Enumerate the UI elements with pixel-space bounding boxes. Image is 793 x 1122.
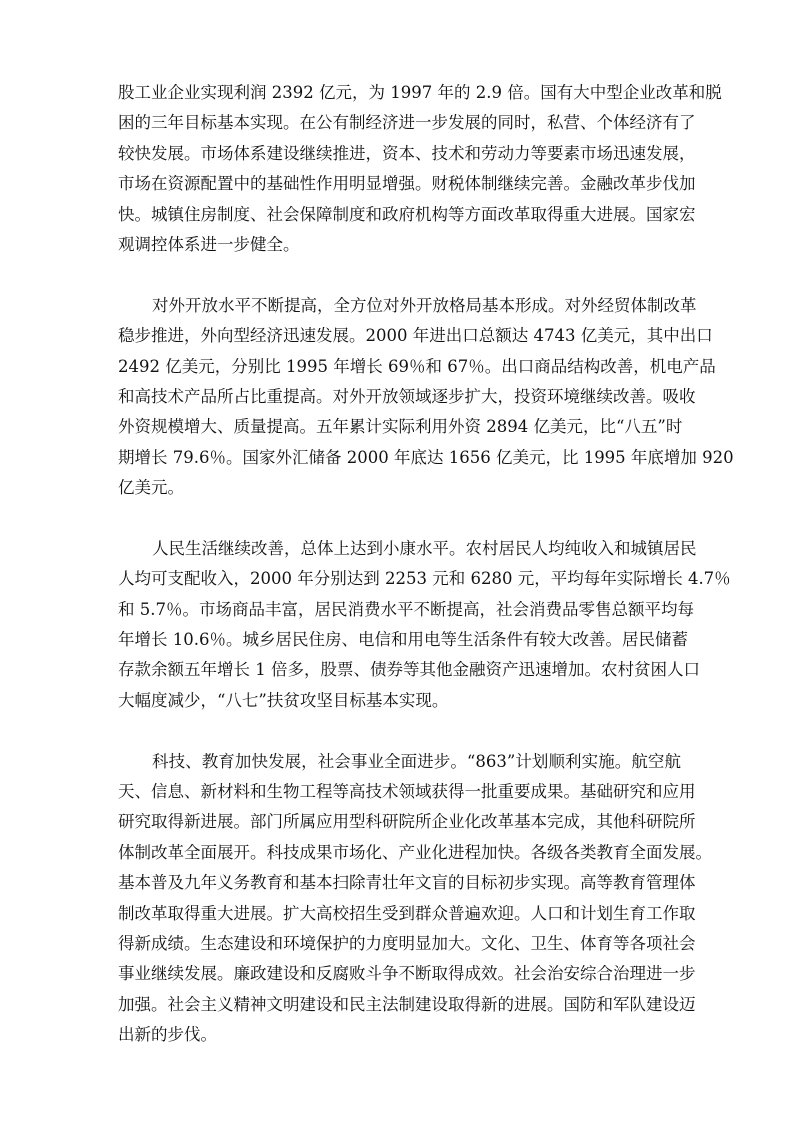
text-line: 和高技术产品所占比重提高。对外开放领域逐步扩大，投资环境继续改善。吸收 <box>118 386 696 406</box>
paragraph <box>118 291 734 504</box>
text-line: 2492 亿美元，分别比 1995 年增长 69％和 67％。出口商品结构改善，机电产品 <box>118 356 716 376</box>
text-line: 加强。社会主义精神文明建设和民主法制建设取得新的进展。国防和军队建设迈 <box>118 994 696 1014</box>
text-line: 科技、教育加快发展，社会事业全面进步。“863”计划顺利实施。航空航 <box>152 751 681 771</box>
text-line: 稳步推进，外向型经济迅速发展。2000 年进出口总额达 4743 亿美元，其中出口 <box>118 326 713 346</box>
text-line: 人均可支配收入，2000 年分别达到 2253 元和 6280 元，平均每年实际增长 4.7％ <box>118 569 731 589</box>
text-line: 亿美元。 <box>118 478 184 498</box>
text-line: 和 5.7％。市场商品丰富，居民消费水平不断提高，社会消费品零售总额平均每 <box>118 599 694 619</box>
paragraph <box>118 747 712 1051</box>
text-line: 存款余额五年增长 1 倍多，股票、债券等其他金融资产迅速增加。农村贫困人口 <box>118 660 700 680</box>
paragraph <box>118 78 722 260</box>
text-line: 制改革取得重大进展。扩大高校招生受到群众普遍欢迎。人口和计划生育工作取 <box>118 903 696 923</box>
text-line: 市场在资源配置中的基础性作用明显增强。财税体制继续完善。金融改革步伐加 <box>118 174 696 194</box>
text-line: 年增长 10.6％。城乡居民住房、电信和用电等生活条件有较大改善。居民储蓄 <box>118 630 688 650</box>
text-line: 期增长 79.6％。国家外汇储备 2000 年底达 1656 亿美元，比 1995 年底增加 920 <box>118 447 734 467</box>
text-line: 体制改革全面展开。科技成果市场化、产业化进程加快。各级各类教育全面发展。 <box>118 842 712 862</box>
text-line: 出新的步伐。 <box>118 1025 217 1045</box>
text-line: 天、信息、新材料和生物工程等高技术领域获得一批重要成果。基础研究和应用 <box>118 781 696 801</box>
text-line: 研究取得新进展。部门所属应用型科研院所企业化改革基本完成，其他科研院所 <box>118 812 696 832</box>
text-line: 困的三年目标基本实现。在公有制经济进一步发展的同时，私营、个体经济有了 <box>118 113 696 133</box>
text-line: 对外开放水平不断提高，全方位对外开放格局基本形成。对外经贸体制改革 <box>152 295 697 315</box>
text-line: 事业继续发展。廉政建设和反腐败斗争不断取得成效。社会治安综合治理进一步 <box>118 964 696 984</box>
text-line: 得新成绩。生态建设和环境保护的力度明显加大。文化、卫生、体育等各项社会 <box>118 933 696 953</box>
text-line: 大幅度减少，“八七”扶贫攻坚目标基本实现。 <box>118 690 449 710</box>
paragraph <box>118 534 731 716</box>
text-line: 较快发展。市场体系建设继续推进，资本、技术和劳动力等要素市场迅速发展， <box>118 143 696 163</box>
text-line: 人民生活继续改善，总体上达到小康水平。农村居民人均纯收入和城镇居民 <box>152 538 697 558</box>
text-line: 股工业企业实现利润 2392 亿元，为 1997 年的 2.9 倍。国有大中型企业改革和脱 <box>118 83 722 102</box>
text-line: 观调控体系进一步健全。 <box>118 234 300 254</box>
text-line: 快。城镇住房制度、社会保障制度和政府机构等方面改革取得重大进展。国家宏 <box>118 204 696 224</box>
document-body <box>118 78 734 1081</box>
text-line: 基本普及九年义务教育和基本扫除青壮年文盲的目标初步实现。高等教育管理体 <box>118 873 696 893</box>
text-line: 外资规模增大、质量提高。五年累计实际利用外资 2894 亿美元，比“八五”时 <box>118 417 683 437</box>
